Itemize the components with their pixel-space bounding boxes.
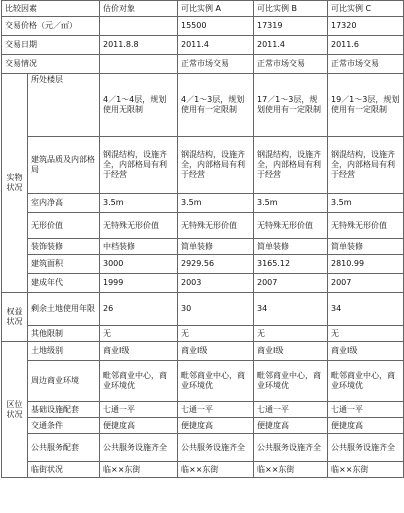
row-label: 交通条件: [28, 418, 100, 434]
table-row: [2, 239, 404, 255]
cell-a: 4／1～3层，规划使用有一定限制: [178, 74, 254, 137]
table-row: [2, 137, 404, 194]
cell-subject: 毗邻商业中心，商业环境优: [100, 361, 178, 402]
cell-subject: 无: [100, 326, 178, 342]
cell-subject: 无特殊无形价值: [100, 213, 178, 239]
cell-subject: 公共服务设施齐全: [100, 434, 178, 462]
cell-subject: 2011.8.8: [100, 36, 178, 55]
cell-a: 临××东街: [178, 462, 254, 478]
cell-c: 正常市场交易: [328, 55, 404, 74]
cell-c: 17320: [328, 17, 404, 36]
table-row: [2, 342, 404, 361]
cell-c: 无特殊无形价值: [328, 213, 404, 239]
table-row: [2, 418, 404, 434]
row-label: 室内净高: [28, 194, 100, 213]
cell-a: 2011.4: [178, 36, 254, 55]
header-row: [2, 1, 404, 17]
cell-c: 19／1～3层，规划使用有一定限制: [328, 74, 404, 137]
cell-a: 15500: [178, 17, 254, 36]
cell-c: 3.5m: [328, 194, 404, 213]
group-location: 区位状况: [2, 342, 28, 478]
cell-subject: 3000: [100, 255, 178, 274]
header-subject: 估价对象: [100, 1, 178, 17]
cell-subject: 临××东街: [100, 462, 178, 478]
cell-a: 商业Ⅰ级: [178, 342, 254, 361]
table-row: [2, 434, 404, 462]
cell-subject: 1999: [100, 274, 178, 293]
cell-subject: [100, 17, 178, 36]
cell-b: 商业Ⅰ级: [254, 342, 328, 361]
cell-c: 七通一平: [328, 402, 404, 418]
row-label: 建筑品质及内部格局: [28, 137, 100, 194]
cell-c: 2810.99: [328, 255, 404, 274]
table-row: [2, 36, 404, 55]
row-label: 交易情况: [2, 55, 100, 74]
cell-subject: 26: [100, 293, 178, 326]
cell-a: 30: [178, 293, 254, 326]
cell-b: 34: [254, 293, 328, 326]
cell-b: 无特殊无形价值: [254, 213, 328, 239]
row-label: 所处楼层: [28, 74, 100, 137]
cell-a: 正常市场交易: [178, 55, 254, 74]
row-label: 基础设施配套: [28, 402, 100, 418]
table-row: [2, 326, 404, 342]
cell-subject: 3.5m: [100, 194, 178, 213]
row-label: 其他限制: [28, 326, 100, 342]
cell-b: 七通一平: [254, 402, 328, 418]
cell-subject: 商业Ⅰ级: [100, 342, 178, 361]
row-label: 周边商业环境: [28, 361, 100, 402]
cell-b: 2007: [254, 274, 328, 293]
cell-a: 无: [178, 326, 254, 342]
row-label: 剩余土地使用年限: [28, 293, 100, 326]
cell-subject: 钢混结构，设施齐全，内部格局有利于经营: [100, 137, 178, 194]
header-factor: 比较因素: [2, 1, 100, 17]
table-row: [2, 274, 404, 293]
cell-b: 3.5m: [254, 194, 328, 213]
cell-a: 钢混结构，设施齐全，内部格局有利于经营: [178, 137, 254, 194]
cell-c: 34: [328, 293, 404, 326]
header-c: 可比实例 C: [328, 1, 404, 17]
cell-b: 2011.4: [254, 36, 328, 55]
group-physical: 实物状况: [2, 74, 28, 293]
row-label: 交易日期: [2, 36, 100, 55]
table-row: [2, 17, 404, 36]
table-row: [2, 194, 404, 213]
cell-b: 简单装修: [254, 239, 328, 255]
cell-a: 无特殊无形价值: [178, 213, 254, 239]
cell-b: 钢混结构，设施齐全，内部格局有利于经营: [254, 137, 328, 194]
cell-a: 七通一平: [178, 402, 254, 418]
cell-a: 2003: [178, 274, 254, 293]
cell-c: 简单装修: [328, 239, 404, 255]
cell-b: 便捷度高: [254, 418, 328, 434]
cell-c: 毗邻商业中心，商业环境优: [328, 361, 404, 402]
cell-c: 无: [328, 326, 404, 342]
cell-subject: 中档装修: [100, 239, 178, 255]
cell-b: 无: [254, 326, 328, 342]
row-label: 土地级别: [28, 342, 100, 361]
table-row: [2, 293, 404, 326]
cell-c: 临××东街: [328, 462, 404, 478]
cell-a: 3.5m: [178, 194, 254, 213]
cell-b: 公共服务设施齐全: [254, 434, 328, 462]
cell-c: 商业Ⅰ级: [328, 342, 404, 361]
row-label: 装饰装修: [28, 239, 100, 255]
cell-a: 便捷度高: [178, 418, 254, 434]
cell-b: 临××东街: [254, 462, 328, 478]
cell-a: 毗邻商业中心，商业环境优: [178, 361, 254, 402]
cell-subject: 便捷度高: [100, 418, 178, 434]
cell-subject: 七通一平: [100, 402, 178, 418]
cell-a: 简单装修: [178, 239, 254, 255]
cell-b: 17319: [254, 17, 328, 36]
row-label: 建成年代: [28, 274, 100, 293]
cell-c: 2011.6: [328, 36, 404, 55]
cell-c: 便捷度高: [328, 418, 404, 434]
table-row: [2, 55, 404, 74]
cell-a: 2929.56: [178, 255, 254, 274]
comparison-table: [1, 0, 404, 478]
cell-c: 钢混结构，设施齐全，内部格局有利于经营: [328, 137, 404, 194]
table-row: [2, 402, 404, 418]
cell-b: 17／1～3层，规划使用有一定限制: [254, 74, 328, 137]
cell-b: 正常市场交易: [254, 55, 328, 74]
table-row: [2, 462, 404, 478]
cell-b: 3165.12: [254, 255, 328, 274]
table-row: [2, 213, 404, 239]
cell-subject: 4／1～4层，规划使用无限制: [100, 74, 178, 137]
cell-b: 毗邻商业中心，商业环境优: [254, 361, 328, 402]
table-row: [2, 74, 404, 137]
cell-c: 公共服务设施齐全: [328, 434, 404, 462]
row-label: 无形价值: [28, 213, 100, 239]
header-b: 可比实例 B: [254, 1, 328, 17]
header-a: 可比实例 A: [178, 1, 254, 17]
group-rights: 权益状况: [2, 293, 28, 342]
row-label: 交易价格（元／㎡）: [2, 17, 100, 36]
cell-subject: [100, 55, 178, 74]
row-label: 公共服务配套: [28, 434, 100, 462]
row-label: 临街状况: [28, 462, 100, 478]
table-row: [2, 361, 404, 402]
table-row: [2, 255, 404, 274]
cell-c: 2007: [328, 274, 404, 293]
cell-a: 公共服务设施齐全: [178, 434, 254, 462]
row-label: 建筑面积: [28, 255, 100, 274]
